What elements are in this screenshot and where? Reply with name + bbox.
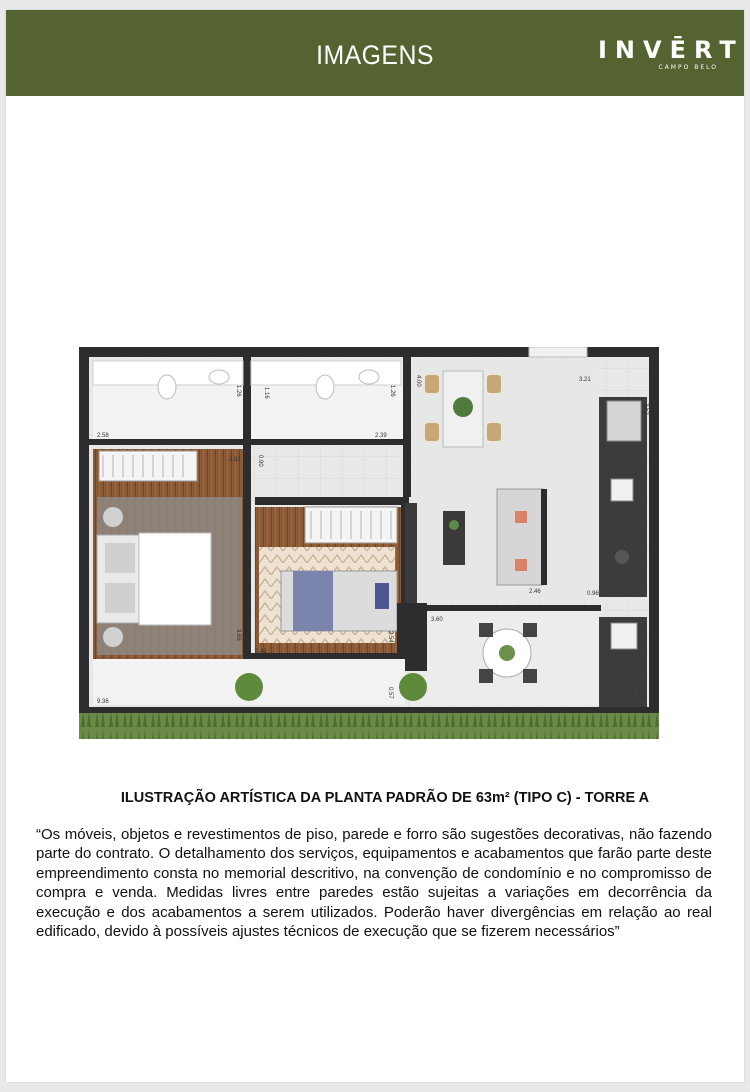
dimension-label: 2.81 (229, 457, 241, 463)
dimension-label: 4.00 (415, 375, 421, 387)
floor-plan-illustration (79, 347, 659, 742)
dimension-label: 0.90 (257, 455, 263, 467)
floor-plan-caption: ILUSTRAÇÃO ARTÍSTICA DA PLANTA PADRÃO DE 63m² (TIPO C) - TORRE A (120, 790, 650, 806)
document-page (6, 10, 744, 1082)
dimension-label: 1.26 (389, 385, 395, 397)
dimension-label: 1.16 (263, 387, 269, 399)
page-title: IMAGENS (316, 40, 434, 70)
dimension-label: 2.46 (529, 589, 541, 595)
logo-wordmark: INVĒRT (598, 36, 744, 64)
dimension-label: 3.60 (431, 617, 443, 623)
disclaimer-text: “Os móveis, objetos e revestimentos de piso, parede e forro são sugestões decorativas, não fazendo parte do contrato. O detalhamento dos serviços, equipamentos e acabamentos que farão parte deste empreendimento consta no memorial descritivo, na convenção de condomínio e no compromisso de compra e venda. Medidas livres entre paredes estão sujeitas a variações em decorrência da execução e dos acabamentos a serem utilizados. Poderão haver divergências em relação ao real edificado, devido à possíveis ajustes técnicos de execução que se fizerem necessários” (36, 826, 712, 941)
dimension-label: 1.13 (637, 687, 643, 699)
header-bar (6, 10, 744, 96)
dimension-label: 0.96 (587, 591, 599, 597)
logo-subtitle: CAMPO BELO (658, 64, 718, 71)
invert-logo (598, 36, 744, 78)
dimension-label: 3.52 (643, 403, 649, 415)
dimension-label: 3.21 (579, 377, 591, 383)
dimension-label: 3.65 (235, 629, 241, 641)
dimension-label: 9.36 (97, 699, 109, 705)
dimension-label: 2.58 (97, 433, 109, 439)
dimension-label: 0.57 (387, 687, 393, 699)
dimension-label: 2.42 (255, 649, 267, 655)
dimension-label: 2.39 (375, 433, 387, 439)
dimension-label: 1.26 (235, 385, 241, 397)
dimension-label: 2.54 (387, 631, 393, 643)
